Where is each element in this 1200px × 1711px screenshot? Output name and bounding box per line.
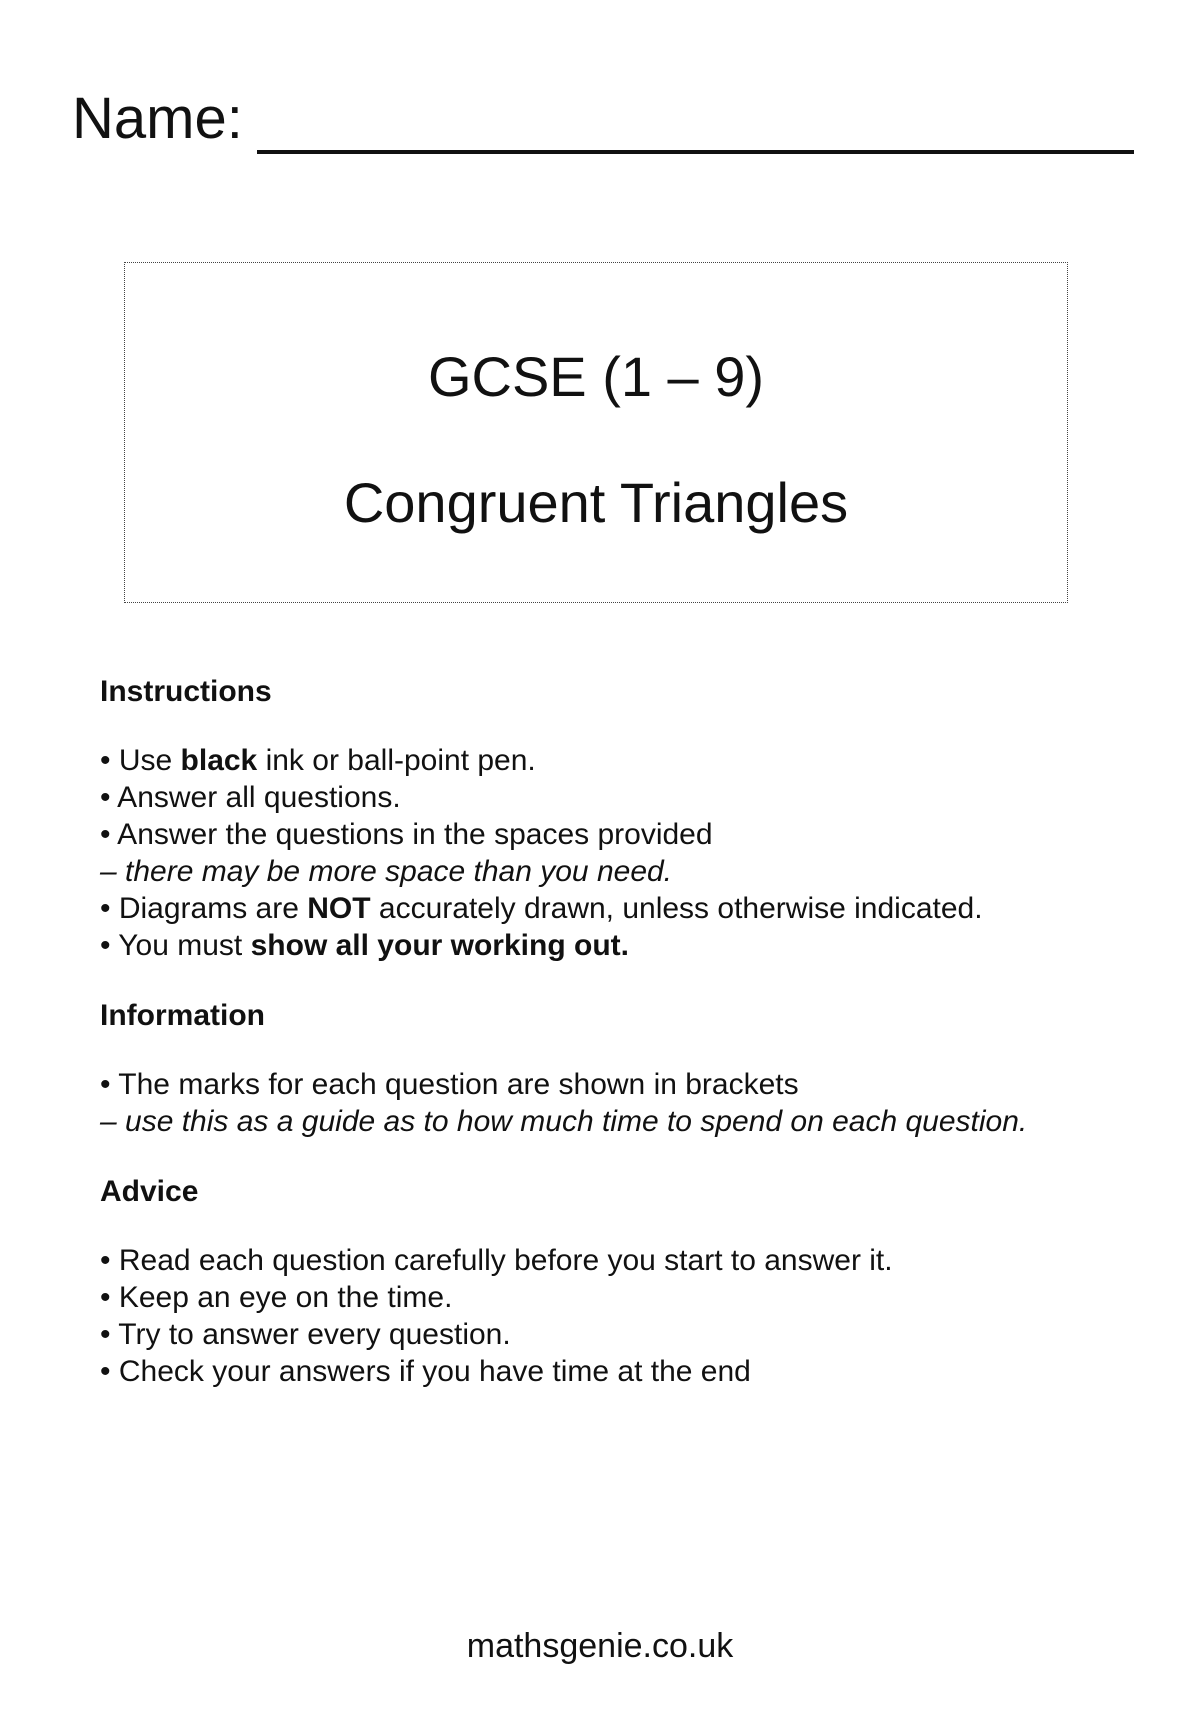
advice-heading: Advice [100, 1175, 199, 1208]
information-note: – use this as a guide as to how much time to spend on each question. [100, 1105, 1028, 1138]
instruction-item: • Answer the questions in the spaces provided [100, 818, 713, 851]
topic-title: Congruent Triangles [343, 471, 849, 534]
instruction-item: • Use black ink or ball-point pen. [100, 744, 536, 777]
instructions-list [100, 742, 1160, 964]
instruction-item: • You must show all your working out. [100, 929, 629, 962]
instruction-item: • Answer all questions. [100, 781, 401, 814]
name-row [72, 86, 1134, 166]
advice-list [100, 1242, 1160, 1390]
advice-item: • Read each question carefully before you start to answer it. [100, 1244, 893, 1277]
footer-website: mathsgenie.co.uk [466, 1627, 734, 1665]
name-answer-line [257, 150, 1134, 154]
information-list [100, 1066, 1160, 1140]
advice-item: • Keep an eye on the time. [100, 1281, 453, 1314]
instruction-item: • Diagrams are NOT accurately drawn, unless otherwise indicated. [100, 892, 983, 925]
title-box [124, 262, 1068, 603]
instruction-note: – there may be more space than you need. [100, 855, 673, 888]
information-item: • The marks for each question are shown in brackets [100, 1068, 799, 1101]
advice-item: • Try to answer every question. [100, 1318, 511, 1351]
instructions-heading: Instructions [100, 675, 272, 708]
exam-level-title: GCSE (1 – 9) [427, 345, 765, 408]
information-heading: Information [100, 999, 265, 1032]
advice-item: • Check your answers if you have time at the end [100, 1355, 751, 1388]
cover-content [100, 672, 1160, 1422]
name-label: Name: [72, 86, 243, 151]
